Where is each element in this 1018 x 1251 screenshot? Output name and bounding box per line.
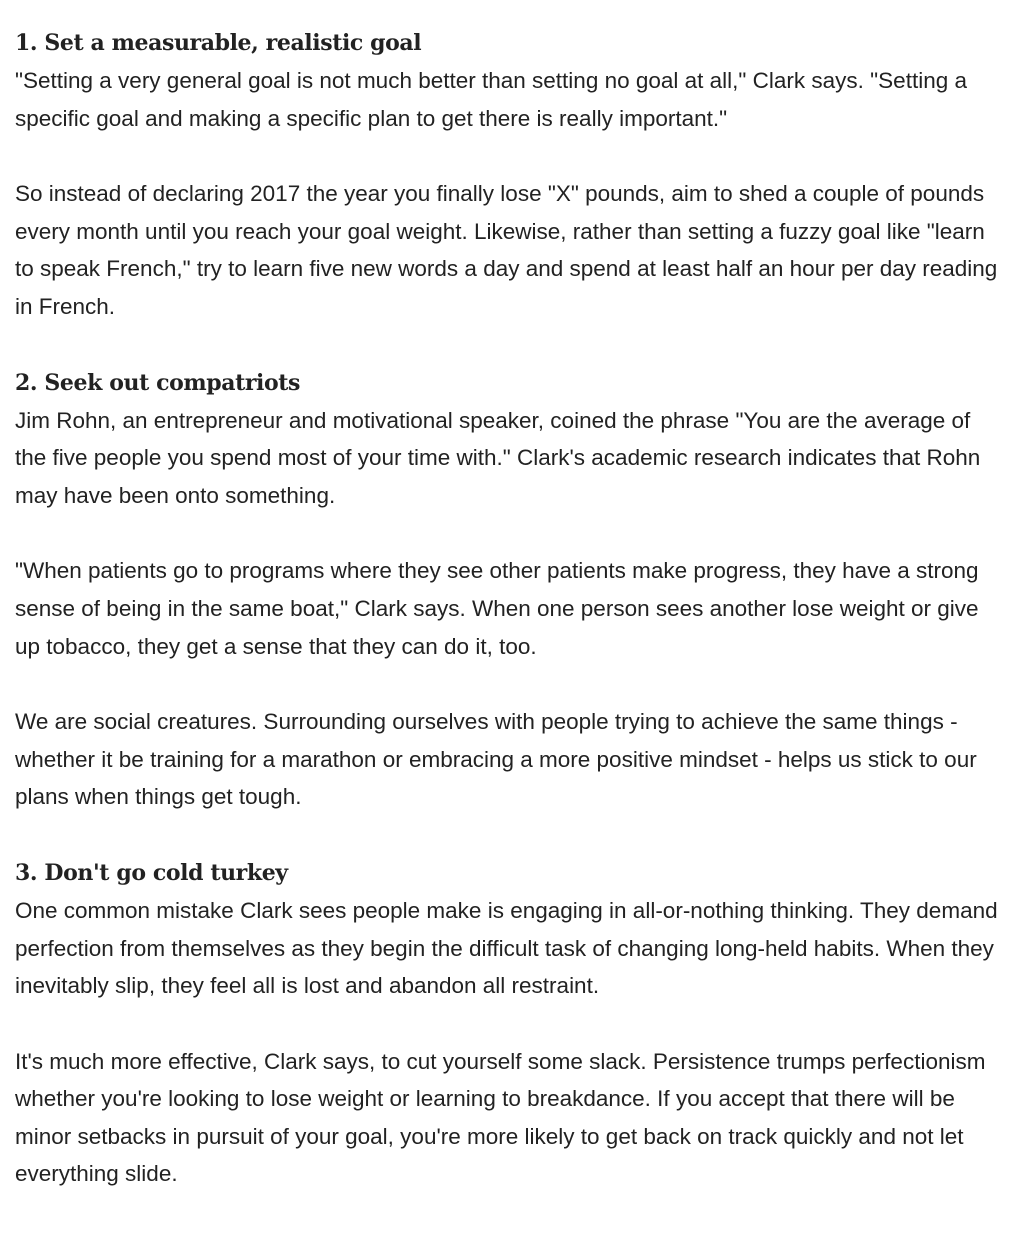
paragraph: "Setting a very general goal is not much better than setting no goal at all," Clark says. "Setting a specific goal and making a specific plan to get there is really important." (15, 68, 967, 131)
article-body (15, 0, 1005, 1193)
section-heading: 1. Set a measurable, realistic goal (15, 30, 422, 56)
section-heading: 2. Seek out compatriots (15, 369, 301, 396)
paragraph: We are social creatures. Surrounding ourselves with people trying to achieve the same things - whether it be training for a marathon or embracing a more positive mindset - helps us stick to our plans when things get tough. (15, 709, 977, 810)
paragraph: "When patients go to programs where they see other patients make progress, they have a strong sense of being in the same boat," Clark says. When one person sees another lose weight or give up tobacco, they get a sense that they can do it, too. (15, 558, 979, 659)
paragraph: One common mistake Clark sees people make is engaging in all-or-nothing thinking. They demand perfection from themselves as they begin the difficult task of changing long-held habits. When they inevitably slip, they feel all is lost and abandon all restraint. (15, 897, 998, 999)
paragraph: It's much more effective, Clark says, to cut yourself some slack. Persistence trumps perfectionism whether you're looking to lose weight or learning to breakdance. If you accept that there will be minor setbacks in pursuit of your goal, you're more likely to get back on track quickly and not let everything slide. (15, 1048, 986, 1187)
section-heading: 3. Don't go cold turkey (15, 859, 288, 886)
paragraph: Jim Rohn, an entrepreneur and motivational speaker, coined the phrase "You are the average of the five people you spend most of your time with." Clark's academic research indicates that Rohn may have been onto something. (15, 407, 981, 508)
paragraph: So instead of declaring 2017 the year you finally lose "X" pounds, aim to shed a couple of pounds every month until you reach your goal weight. Likewise, rather than setting a fuzzy goal like "learn to speak French," try to learn five new words a day and spend at least half an hour per day reading in French. (15, 181, 998, 319)
